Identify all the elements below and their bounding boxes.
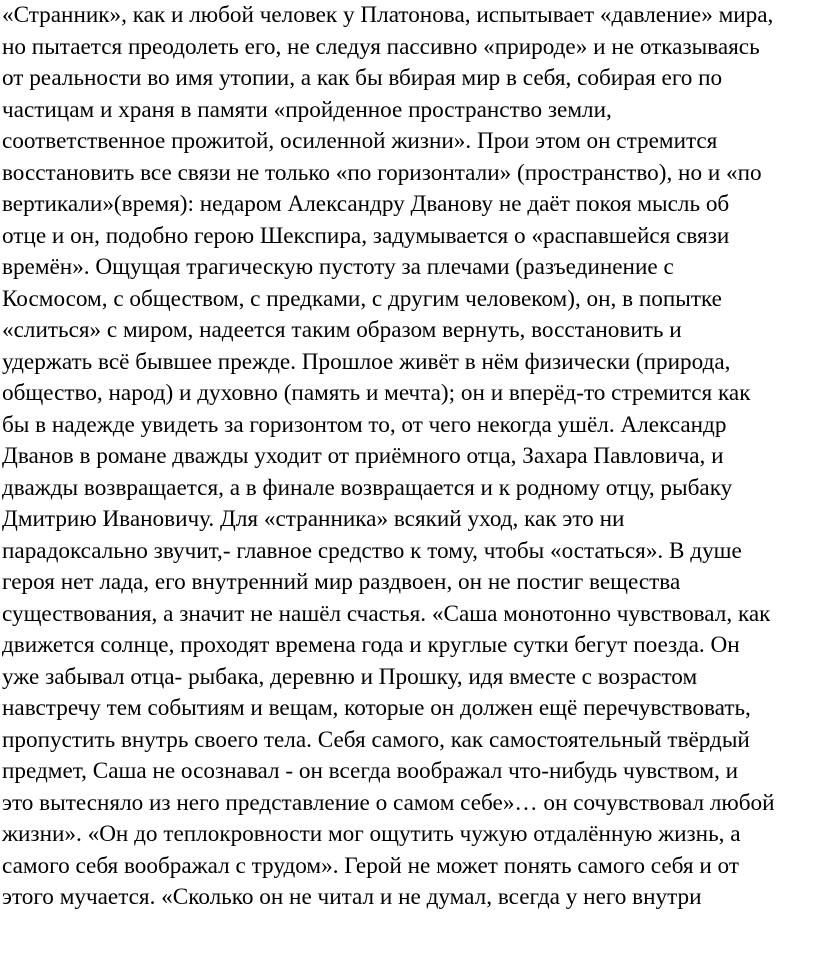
text-line: существования, а значит не нашёл счастья. «Саша монотонно чувствовал, как [2,600,771,627]
text-line: отце и он, подобно герою Шекспира, задумывается о «распавшейся связи [2,222,730,249]
text-line: навстречу тем событиям и вещам, которые он должен ещё перечувствовать, [2,695,751,721]
text-line: от реальности во имя утопии, а как бы вбирая мир в себя, собирая его по [2,65,723,91]
text-line: Космосом, с обществом, с предками, с другим человеком), он, в попытке [2,285,722,312]
text-line: это вытесняло из него представление о самом себе»… он сочувствовал любой [2,789,775,816]
body-paragraph [2,0,816,914]
text-line: бы в надежде увидеть за горизонтом то, от чего некогда ушёл. Александр [2,411,727,438]
text-line: этого мучается. «Сколько он не читал и не думал, всегда у него внутри [2,884,702,910]
text-line: движется солнце, проходят времена года и круглые сутки бегут поезда. Он [2,632,740,658]
text-line: предмет, Саша не осознавал - он всегда воображал что-нибудь чувством, и [2,758,739,784]
text-line: Дмитрию Ивановичу. Для «странника» всякий уход, как это ни [2,506,625,532]
text-line: пропустить внутрь своего тела. Себя самого, как самостоятельный твёрдый [2,726,750,753]
text-line: уже забывал отца- рыбака, деревню и Прошку, идя вместе с возрастом [2,663,698,690]
text-line: соответственное прожитой, осиленной жизни». Прои этом он стремится [2,128,718,154]
text-line: жизни». «Он до теплокровности мог ощутить чужую отдалённую жизнь, а [2,821,741,847]
text-line: парадоксально звучит,- главное средство к тому, чтобы «остаться». В душе [2,537,742,564]
text-line: героя нет лада, его внутренний мир раздвоен, он не постиг вещества [2,569,681,595]
text-line: вертикали»(время): недаром Александру Дванову не даёт покоя мысль об [2,191,730,217]
text-line: общество, народ) и духовно (память и мечта); он и вперёд-то стремится как [2,380,751,406]
text-line: но пытается преодолеть его, не следуя пассивно «природе» и не отказываясь [2,33,760,60]
text-line: восстановить все связи не только «по горизонтали» (пространство), но и «по [2,159,762,186]
text-line: «слиться» с миром, надеется таким образом вернуть, восстановить и [2,317,682,343]
text-line: времён». Ощущая трагическую пустоту за плечами (разъединение с [2,254,674,280]
text-line: частицам и храня в памяти «пройденное пространство земли, [2,96,612,123]
text-line: «Странник», как и любой человек у Платонова, испытывает «давление» мира, [2,2,774,28]
text-line: удержать всё бывшее прежде. Прошлое живёт в нём физически (природа, [2,348,731,375]
text-line: Дванов в романе дважды уходит от приёмного отца, Захара Павловича, и [2,443,724,469]
text-line: самого себя воображал с трудом». Герой не может понять самого себя и от [2,852,739,879]
text-line: дважды возвращается, а в финале возвращается и к родному отцу, рыбаку [2,474,733,501]
